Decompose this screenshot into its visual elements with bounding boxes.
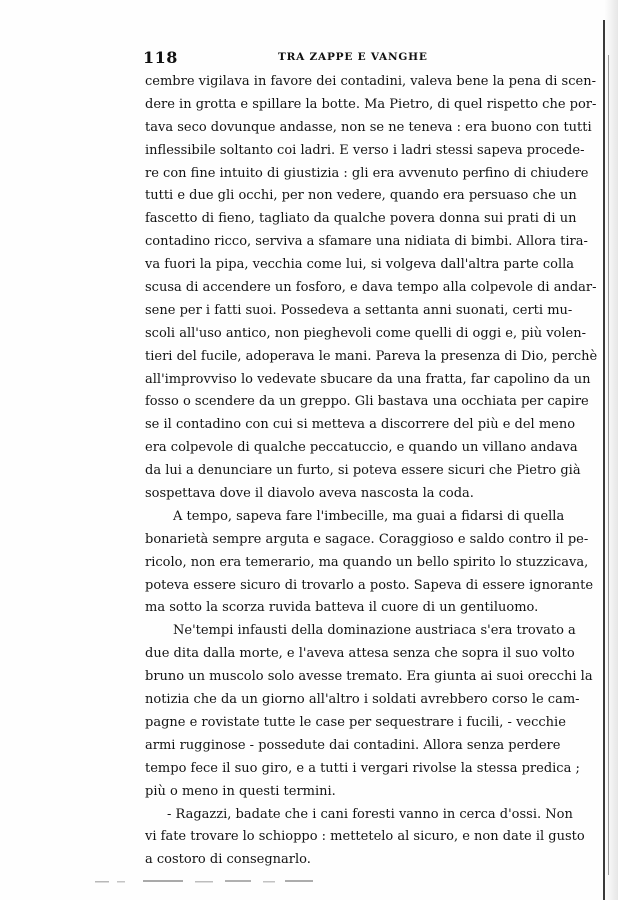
page-number: 118 xyxy=(143,48,178,67)
text-line: ma sotto la scorza ruvida batteva il cuore di un gentiluomo. xyxy=(145,600,539,616)
text-line: dere in grotta e spillare la botte. Ma Pietro, di quel rispetto che por- xyxy=(145,96,597,112)
text-line: cembre vigilava in favore dei contadini, valeva bene la pena di scen- xyxy=(145,74,596,89)
text-line: re con fine intuito di giustizia : gli era avvenuto perfino di chiudere xyxy=(145,165,589,181)
text-line: ricolo, non era temerario, ma quando un bello spirito lo stuzzicava, xyxy=(145,554,589,570)
page-binding-edge-inner xyxy=(608,55,609,875)
text-line: fosso o scendere da un greppo. Gli bastava una occhiata per capire xyxy=(145,394,589,410)
page-binding-shadow xyxy=(604,0,618,900)
text-line: inflessibile soltanto coi ladri. E verso i ladri stessi sapeva procede- xyxy=(145,142,585,158)
text-line: bonarietà sempre arguta e sagace. Coraggioso e saldo contro il pe- xyxy=(145,531,589,547)
text-line: scoli all'uso antico, non pieghevoli come quelli di oggi e, più volen- xyxy=(145,325,586,341)
paragraph-1 xyxy=(145,71,598,506)
text-line: sene per i fatti suoi. Possedeva a settanta anni suonati, certi mu- xyxy=(145,302,573,318)
text-line: bruno un muscolo solo avesse tremato. Era giunta ai suoi orecchi la xyxy=(145,669,593,685)
text-line: vi fate trovare lo schioppo : mettetelo al sicuro, e non date il gusto xyxy=(145,829,585,845)
text-line: due dita dalla morte, e l'aveva attesa senza che sopra il suo volto xyxy=(145,646,575,662)
text-line: A tempo, sapeva fare l'imbecille, ma guai a fidarsi di quella xyxy=(173,508,565,524)
text-line: contadino ricco, serviva a sfamare una nidiata di bimbi. Allora tira- xyxy=(145,234,588,250)
text-line: tieri del fucile, adoperava le mani. Pareva la presenza di Dio, perchè xyxy=(145,348,598,364)
text-line: armi rugginose - possedute dai contadini. Allora senza perdere xyxy=(145,737,561,753)
text-line: era colpevole di qualche peccatuccio, e quando un villano andava xyxy=(145,440,578,456)
body-text xyxy=(145,71,598,872)
text-line: - Ragazzi, badate che i cani foresti vanno in cerca d'ossi. Non xyxy=(167,806,573,822)
text-line: tempo fece il suo giro, e a tutti i vergari rivolse la stessa predica ; xyxy=(145,760,580,776)
text-line: sospettava dove il diavolo aveva nascosta la coda. xyxy=(145,486,474,502)
text-line: da lui a denunciare un furto, si poteva essere sicuri che Pietro già xyxy=(145,463,581,479)
running-title: TRA ZAPPE E VANGHE xyxy=(278,51,428,63)
paragraph-3 xyxy=(145,620,593,803)
text-line: all'improvviso lo vedevate sbucare da una fratta, far capolino da un xyxy=(145,371,591,387)
text-line: a costoro di consegnarlo. xyxy=(145,852,311,868)
text-line: scusa di accendere un fosforo, e dava tempo alla colpevole di andar- xyxy=(145,280,597,296)
text-line: fascetto di fieno, tagliato da qualche povera donna sui prati di un xyxy=(145,211,577,227)
page-binding-edge xyxy=(603,20,605,900)
paragraph-2 xyxy=(145,506,594,620)
text-line: se il contadino con cui si metteva a discorrere del più e del meno xyxy=(145,417,576,433)
text-line: poteva essere sicuro di trovarlo a posto. Sapeva di essere ignorante xyxy=(145,577,594,593)
text-line: Ne'tempi infausti della dominazione austriaca s'era trovato a xyxy=(173,623,576,639)
text-line: pagne e rovistate tutte le case per sequestrare i fucili, - vecchie xyxy=(145,714,566,730)
scan-noise-marks xyxy=(95,877,395,887)
text-line: tutti e due gli occhi, per non vedere, quando era persuaso che un xyxy=(145,188,577,204)
text-line: più o meno in questi termini. xyxy=(145,783,336,799)
text-line: tava seco dovunque andasse, non se ne teneva : era buono con tutti xyxy=(145,119,592,135)
text-line: va fuori la pipa, vecchia come lui, si volgeva dall'altra parte colla xyxy=(145,257,575,273)
text-line: notizia che da un giorno all'altro i soldati avrebbero corso le cam- xyxy=(145,692,580,708)
running-head xyxy=(143,48,546,70)
paragraph-4 xyxy=(145,804,585,873)
